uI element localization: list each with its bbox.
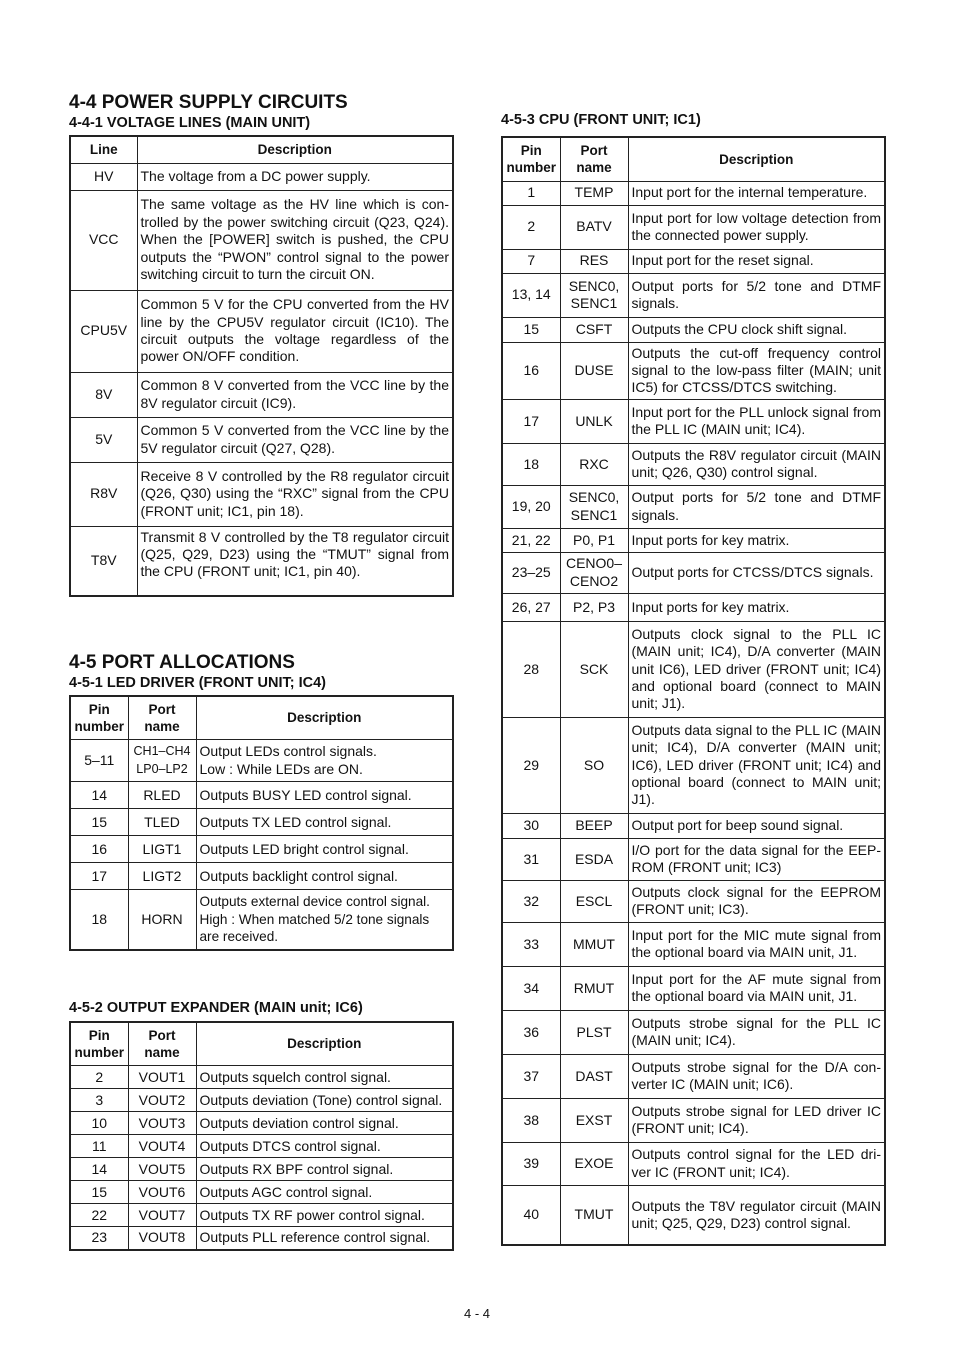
pin-cell: 2	[70, 1066, 128, 1089]
table-row	[502, 621, 885, 717]
header-port-name: Port name	[128, 1022, 196, 1066]
table-row	[70, 190, 453, 290]
table-row	[70, 1204, 453, 1227]
table-row	[502, 528, 885, 552]
pin-cell: 11	[70, 1135, 128, 1158]
description-cell: Outputs backlight control signal.	[196, 863, 453, 890]
description-cell: Input port for the internal temperature.	[628, 181, 885, 205]
description-cell: Output port for beep sound signal.	[628, 813, 885, 838]
header-pin-number: Pin number	[70, 696, 128, 740]
description-cell: Outputs the CPU clock shift signal.	[628, 317, 885, 342]
description-cell: Common 8 V converted from the VCC line by the 8V regulator circuit (IC9).	[137, 372, 453, 417]
header-pin-number: Pin number	[502, 137, 560, 181]
table-row	[502, 813, 885, 838]
table-row	[70, 836, 453, 863]
table-row	[70, 1158, 453, 1181]
pin-cell: 38	[502, 1098, 560, 1142]
table-row	[502, 342, 885, 399]
description-cell: Outputs data signal to the PLL IC (MAIN unit; IC4), D/A converter (MAIN unit; IC6), LED driver (FRONT unit; IC4) and optional board (connect to MAIN unit; J1).	[628, 717, 885, 813]
table-row	[70, 1066, 453, 1089]
pin-cell: 34	[502, 966, 560, 1010]
line-cell: CPU5V	[70, 290, 137, 372]
table-row	[502, 966, 885, 1010]
table-row	[502, 922, 885, 966]
description-cell: Outputs the R8V regulator circuit (MAIN unit; Q26, Q30) control signal.	[628, 443, 885, 485]
port-name-cell: ESDA	[560, 838, 628, 880]
pin-cell: 5–11	[70, 740, 128, 782]
port-name-cell: DUSE	[560, 342, 628, 399]
output-expander-subtitle: 4-5-2 OUTPUT EXPANDER (MAIN unit; IC6)	[69, 999, 363, 1016]
description-cell: The voltage from a DC power supply.	[137, 163, 453, 190]
port-name-cell: VOUT7	[128, 1204, 196, 1227]
cpu-table	[501, 136, 886, 1246]
description-cell: Output ports for 5/2 tone and DTMF signals.	[628, 273, 885, 317]
pin-cell: 16	[502, 342, 560, 399]
description-cell: Outputs TX LED control signal.	[196, 809, 453, 836]
table-row	[502, 399, 885, 443]
header-description: Description	[196, 1022, 453, 1066]
port-name-cell: VOUT2	[128, 1089, 196, 1112]
pin-cell: 1	[502, 181, 560, 205]
header-description: Description	[196, 696, 453, 740]
table-row	[502, 443, 885, 485]
port-name-cell: EXOE	[560, 1142, 628, 1185]
description-cell: Outputs clock signal for the EEPROM (FRONT unit; IC3).	[628, 880, 885, 922]
description-cell: I/O port for the data signal for the EEP-ROM (FRONT unit; IC3)	[628, 838, 885, 880]
pin-cell: 36	[502, 1010, 560, 1054]
port-name-cell: SENC0, SENC1	[560, 485, 628, 528]
header-line: Line	[70, 136, 137, 163]
table-row	[502, 317, 885, 342]
table-row	[502, 1098, 885, 1142]
table-row	[70, 290, 453, 372]
pin-cell: 18	[502, 443, 560, 485]
output-expander-table	[69, 1021, 454, 1251]
line-cell: 5V	[70, 417, 137, 462]
table-row	[70, 863, 453, 890]
table-row	[502, 717, 885, 813]
port-name-cell: TLED	[128, 809, 196, 836]
port-name-cell: MMUT	[560, 922, 628, 966]
description-cell: Input port for the reset signal.	[628, 249, 885, 273]
pin-cell: 23	[70, 1227, 128, 1250]
port-section-title: 4-5 PORT ALLOCATIONS	[69, 651, 295, 673]
pin-cell: 17	[502, 399, 560, 443]
pin-cell: 29	[502, 717, 560, 813]
port-name-cell: UNLK	[560, 399, 628, 443]
description-cell: Input port for the MIC mute signal from the optional board via MAIN unit, J1.	[628, 922, 885, 966]
pin-cell: 7	[502, 249, 560, 273]
power-section-title: 4-4 POWER SUPPLY CIRCUITS	[69, 92, 348, 113]
port-name-cell: BEEP	[560, 813, 628, 838]
table-row	[502, 181, 885, 205]
header-port-name: Port name	[128, 696, 196, 740]
table-row	[70, 1227, 453, 1250]
header-port-name: Port name	[560, 137, 628, 181]
pin-cell: 2	[502, 205, 560, 249]
pin-cell: 3	[70, 1089, 128, 1112]
header-pin-number: Pin number	[70, 1022, 128, 1066]
voltage-lines-subtitle: 4-4-1 VOLTAGE LINES (MAIN UNIT)	[69, 115, 311, 131]
led-driver-table	[69, 695, 454, 951]
table-row	[502, 1142, 885, 1185]
port-name-cell: RES	[560, 249, 628, 273]
description-cell: Outputs BUSY LED control signal.	[196, 782, 453, 809]
header-description: Description	[137, 136, 453, 163]
port-name-cell: P2, P3	[560, 593, 628, 621]
description-cell: Input ports for key matrix.	[628, 528, 885, 552]
description-cell: Input port for the PLL unlock signal from the PLL IC (MAIN unit; IC4).	[628, 399, 885, 443]
port-name-cell: LIGT1	[128, 836, 196, 863]
description-cell: Input ports for key matrix.	[628, 593, 885, 621]
page-number: 4 - 4	[463, 1306, 490, 1321]
description-cell: Outputs TX RF power control signal.	[196, 1204, 453, 1227]
description-cell: Outputs control signal for the LED dri-ver IC (FRONT unit; IC4).	[628, 1142, 885, 1185]
pin-cell: 39	[502, 1142, 560, 1185]
table-row	[502, 593, 885, 621]
table-row	[70, 1089, 453, 1112]
pin-cell: 14	[70, 782, 128, 809]
description-cell: Outputs clock signal to the PLL IC (MAIN unit; IC4), D/A converter (MAIN unit IC6), LED driver (FRONT unit; IC4) and optional board (connect to MAIN unit; J1).	[628, 621, 885, 717]
port-name-cell: SCK	[560, 621, 628, 717]
description-cell: Outputs deviation control signal.	[196, 1112, 453, 1135]
description-cell: Outputs the T8V regulator circuit (MAIN unit; Q25, Q29, D23) control signal.	[628, 1185, 885, 1245]
pin-cell: 17	[70, 863, 128, 890]
pin-cell: 33	[502, 922, 560, 966]
table-row	[70, 417, 453, 462]
table-row	[70, 1112, 453, 1135]
description-cell: Outputs squelch control signal.	[196, 1066, 453, 1089]
table-row	[70, 163, 453, 190]
port-name-cell: LIGT2	[128, 863, 196, 890]
port-name-cell: VOUT5	[128, 1158, 196, 1181]
port-name-cell: DAST	[560, 1054, 628, 1098]
description-cell: Output LEDs control signals. Low : While LEDs are ON.	[196, 740, 453, 782]
left-column	[69, 92, 454, 1251]
port-name-cell: SENC0, SENC1	[560, 273, 628, 317]
pin-cell: 21, 22	[502, 528, 560, 552]
port-name-cell: RLED	[128, 782, 196, 809]
description-cell: Outputs DTCS control signal.	[196, 1135, 453, 1158]
description-cell: Outputs RX BPF control signal.	[196, 1158, 453, 1181]
description-cell: Transmit 8 V controlled by the T8 regulator circuit (Q25, Q29, D23) using the “TMUT” signal from the CPU (FRONT unit; IC1, pin 40).	[137, 526, 453, 596]
port-name-cell: P0, P1	[560, 528, 628, 552]
port-name-cell: ESCL	[560, 880, 628, 922]
table-row	[502, 485, 885, 528]
table-row	[70, 782, 453, 809]
table-row	[70, 1181, 453, 1204]
description-cell: Outputs LED bright control signal.	[196, 836, 453, 863]
port-name-cell: CSFT	[560, 317, 628, 342]
port-name-cell: EXST	[560, 1098, 628, 1142]
port-name-cell: PLST	[560, 1010, 628, 1054]
cpu-subtitle: 4-5-3 CPU (FRONT UNIT; IC1)	[501, 112, 701, 128]
port-name-cell: VOUT3	[128, 1112, 196, 1135]
pin-cell: 22	[70, 1204, 128, 1227]
pin-cell: 10	[70, 1112, 128, 1135]
line-cell: VCC	[70, 190, 137, 290]
table-row	[502, 880, 885, 922]
table-row	[502, 205, 885, 249]
table-row	[502, 552, 885, 593]
description-cell: Common 5 V converted from the VCC line by the 5V regulator circuit (Q27, Q28).	[137, 417, 453, 462]
pin-cell: 37	[502, 1054, 560, 1098]
pin-cell: 26, 27	[502, 593, 560, 621]
table-row	[70, 372, 453, 417]
port-name-cell: BATV	[560, 205, 628, 249]
port-name-cell: VOUT8	[128, 1227, 196, 1250]
pin-cell: 15	[70, 1181, 128, 1204]
description-cell: Output ports for 5/2 tone and DTMF signals.	[628, 485, 885, 528]
line-cell: R8V	[70, 462, 137, 526]
description-cell: Outputs the cut-off frequency control signal to the low-pass filter (MAIN; unit IC5) for CTCSS/DTCS switching.	[628, 342, 885, 399]
voltage-lines-table	[69, 135, 454, 597]
description-cell: Outputs deviation (Tone) control signal.	[196, 1089, 453, 1112]
description-cell: Input port for the AF mute signal from the optional board via MAIN unit, J1.	[628, 966, 885, 1010]
header-description: Description	[628, 137, 885, 181]
description-cell: Input port for low voltage detection from the connected power supply.	[628, 205, 885, 249]
table-row	[502, 1010, 885, 1054]
pin-cell: 15	[70, 809, 128, 836]
port-name-cell: VOUT4	[128, 1135, 196, 1158]
table-row	[502, 838, 885, 880]
table-row	[502, 1054, 885, 1098]
port-name-cell: RXC	[560, 443, 628, 485]
table-row	[502, 249, 885, 273]
description-cell: Outputs AGC control signal.	[196, 1181, 453, 1204]
pin-cell: 23–25	[502, 552, 560, 593]
pin-cell: 18	[70, 890, 128, 950]
table-row	[70, 740, 453, 782]
description-cell: Outputs strobe signal for LED driver IC (FRONT unit; IC4).	[628, 1098, 885, 1142]
pin-cell: 28	[502, 621, 560, 717]
table-row	[502, 1185, 885, 1245]
description-cell: Outputs strobe signal for the PLL IC (MAIN unit; IC4).	[628, 1010, 885, 1054]
pin-cell: 32	[502, 880, 560, 922]
port-name-cell: CENO0– CENO2	[560, 552, 628, 593]
port-name-cell: TEMP	[560, 181, 628, 205]
table-row	[502, 273, 885, 317]
port-name-cell: TMUT	[560, 1185, 628, 1245]
port-name-cell: HORN	[128, 890, 196, 950]
description-cell: Outputs external device control signal. High : When matched 5/2 tone signals are received.	[196, 890, 453, 950]
description-cell: Outputs PLL reference control signal.	[196, 1227, 453, 1250]
pin-cell: 14	[70, 1158, 128, 1181]
line-cell: T8V	[70, 526, 137, 596]
description-cell: Common 5 V for the CPU converted from the HV line by the CPU5V regulator circuit (IC10). The circuit outputs the voltage regardless of the power ON/OFF condition.	[137, 290, 453, 372]
right-column	[501, 111, 886, 1246]
led-driver-subtitle: 4-5-1 LED DRIVER (FRONT UNIT; IC4)	[69, 674, 326, 691]
description-cell: Receive 8 V controlled by the R8 regulator circuit (Q26, Q30) using the “RXC” signal from the CPU (FRONT unit; IC1, pin 18).	[137, 462, 453, 526]
port-name-cell: RMUT	[560, 966, 628, 1010]
description-cell: Output ports for CTCSS/DTCS signals.	[628, 552, 885, 593]
port-name-cell: CH1–CH4 LP0–LP2	[128, 740, 196, 782]
line-cell: HV	[70, 163, 137, 190]
port-name-cell: VOUT1	[128, 1066, 196, 1089]
table-row	[70, 462, 453, 526]
pin-cell: 31	[502, 838, 560, 880]
table-row	[70, 809, 453, 836]
pin-cell: 30	[502, 813, 560, 838]
line-cell: 8V	[70, 372, 137, 417]
pin-cell: 13, 14	[502, 273, 560, 317]
pin-cell: 15	[502, 317, 560, 342]
description-cell: The same voltage as the HV line which is con-trolled by the power switching circuit (Q23, Q24). When the [POWER] switch is pushed, the CPU outputs the “PWON” control signal to the power switching circuit to turn the circuit ON.	[137, 190, 453, 290]
pin-cell: 40	[502, 1185, 560, 1245]
port-name-cell: SO	[560, 717, 628, 813]
pin-cell: 19, 20	[502, 485, 560, 528]
description-cell: Outputs strobe signal for the D/A con-verter IC (MAIN unit; IC6).	[628, 1054, 885, 1098]
pin-cell: 16	[70, 836, 128, 863]
table-row	[70, 526, 453, 596]
table-row	[70, 890, 453, 950]
port-name-cell: VOUT6	[128, 1181, 196, 1204]
table-row	[70, 1135, 453, 1158]
